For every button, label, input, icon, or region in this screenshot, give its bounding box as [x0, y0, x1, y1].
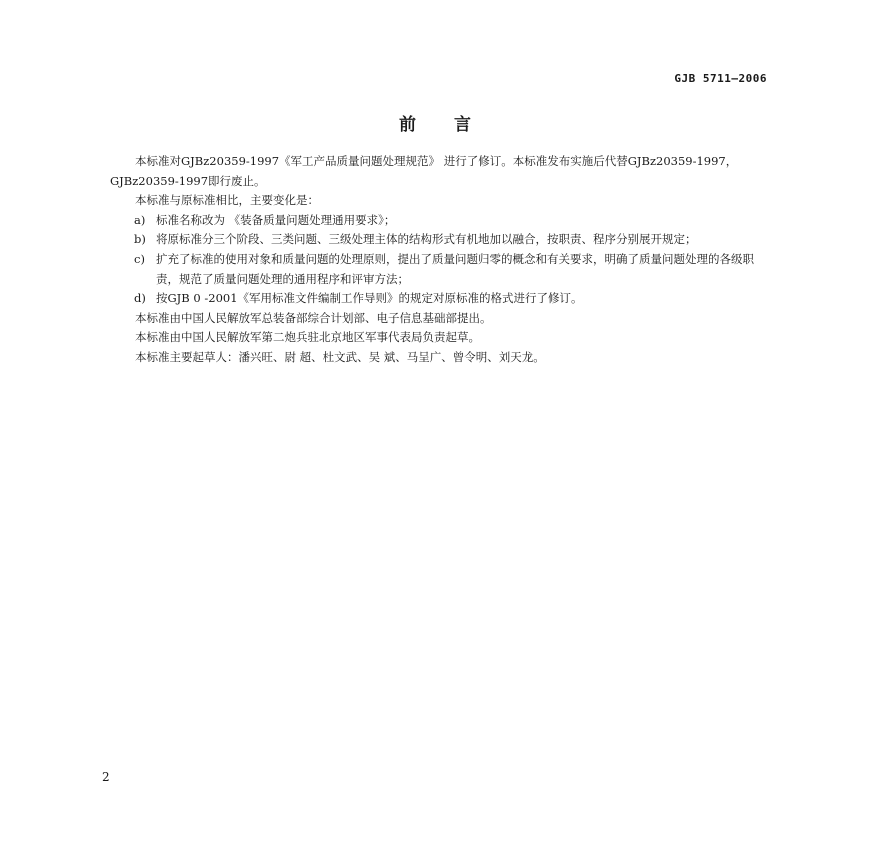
list-item-text: 标准名称改为 《装备质量问题处理通用要求》； [156, 212, 396, 227]
list-item [110, 289, 770, 309]
paragraph-drafting-unit: 本标准由中国人民解放军第二炮兵驻北京地区军事代表局负责起草。 [135, 330, 480, 345]
paragraph-proposer: 本标准由中国人民解放军总装备部综合计划部、电子信息基础部提出。 [135, 310, 492, 325]
list-item-text: 按GJB 0 -2001《军用标准文件编制工作导则》的规定对原标准的格式进行了修订。 [156, 291, 583, 306]
list-item-text: 扩充了标准的使用对象和质量问题的处理原则，提出了质量问题归零的概念和有关要求，明确了质量问题处理的各级职责，规范了质量问题处理的通用程序和评审方法； [156, 251, 754, 286]
list-item-text: 将原标准分三个阶段、三类问题、三级处理主体的结构形式有机地加以融合，按职责、程序分别展开规定； [156, 232, 697, 247]
page-title: 前言 [399, 115, 509, 135]
paragraph-changes-intro: 本标准与原标准相比，主要变化是： [135, 193, 319, 208]
paragraph-revision-note: 本标准对GJBz20359-1997《军工产品质量问题处理规范》 进行了修订。本标准发布实施后代替GJBz20359-1997，GJBz20359-1997即行废止。 [110, 154, 738, 188]
list-item [110, 230, 770, 250]
foreword-body [110, 152, 770, 368]
paragraph-drafters: 本标准主要起草人：潘兴旺、尉 超、杜文武、吴 斌、马呈广、曾令明、刘天龙。 [135, 349, 545, 364]
list-item [110, 211, 770, 231]
list-item-mark: c) [134, 251, 145, 266]
list-item-mark: a) [134, 212, 146, 227]
list-item [110, 250, 770, 289]
list-item-mark: b) [134, 232, 146, 247]
list-item-mark: d) [134, 291, 146, 306]
page-number: 2 [102, 770, 110, 784]
document-code: GJB 5711—2006 [674, 72, 767, 85]
